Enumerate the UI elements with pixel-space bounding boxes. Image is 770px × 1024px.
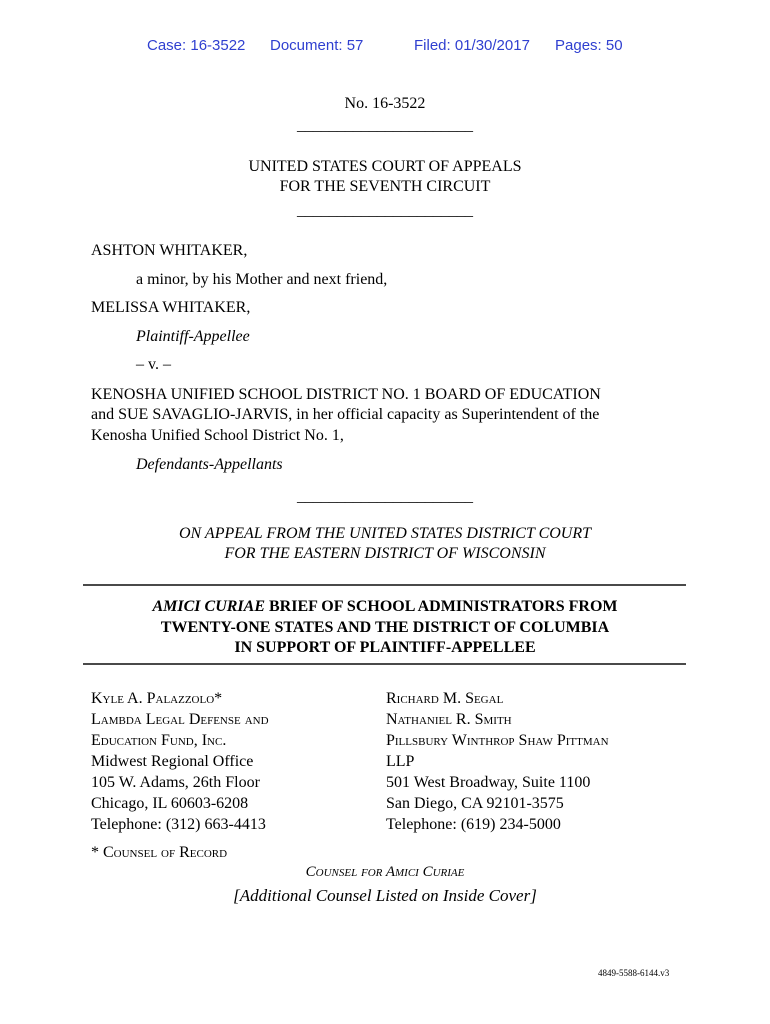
counsel-for-amici: Counsel for Amici Curiae bbox=[305, 864, 465, 880]
defendant-role: Defendants-Appellants bbox=[136, 456, 283, 473]
plaintiff-name-1: ASHTON WHITAKER, bbox=[91, 242, 248, 259]
additional-counsel-note: [Additional Counsel Listed on Inside Cover] bbox=[233, 886, 537, 905]
versus: – v. – bbox=[136, 356, 171, 373]
counsel-left-address2: Chicago, IL 60603-6208 bbox=[91, 795, 249, 812]
counsel-right-address1: 501 West Broadway, Suite 1100 bbox=[386, 774, 591, 791]
plaintiff-name-2: MELISSA WHITAKER, bbox=[91, 299, 251, 316]
brief-title-rest: BRIEF OF SCHOOL ADMINISTRATORS FROM bbox=[265, 598, 618, 615]
header-case: Case: 16-3522 bbox=[147, 37, 246, 54]
defendant-line-3: Kenosha Unified School District No. 1, bbox=[91, 427, 344, 444]
brief-title-line3: IN SUPPORT OF PLAINTIFF-APPELLEE bbox=[234, 639, 536, 656]
header-document: Document: 57 bbox=[270, 37, 364, 54]
brief-title-line2: TWENTY-ONE STATES AND THE DISTRICT OF COLUMBIA bbox=[160, 619, 610, 636]
defendant-line-2: and SUE SAVAGLIO-JARVIS, in her official capacity as Superintendent of the bbox=[91, 406, 600, 423]
counsel-right-name2: Nathaniel R. Smith bbox=[386, 711, 512, 728]
counsel-left bbox=[91, 688, 269, 835]
counsel-left-address1: 105 W. Adams, 26th Floor bbox=[91, 774, 260, 791]
header-filed: Filed: 01/30/2017 bbox=[414, 37, 530, 54]
docket-number: No. 16-3522 bbox=[344, 95, 426, 112]
brief-title-italic: AMICI CURIAE bbox=[152, 598, 265, 615]
separator-1: ______________________ bbox=[297, 117, 473, 134]
counsel-right-phone: Telephone: (619) 234-5000 bbox=[386, 816, 561, 833]
counsel-right bbox=[386, 688, 609, 835]
counsel-left-org1: Lambda Legal Defense and bbox=[91, 711, 269, 728]
court-name-line2: FOR THE SEVENTH CIRCUIT bbox=[279, 178, 491, 195]
counsel-right-name: Richard M. Segal bbox=[386, 690, 504, 707]
counsel-of-record-note: * Counsel of Record bbox=[91, 844, 228, 861]
header-pages: Pages: 50 bbox=[555, 37, 623, 54]
appeal-line1: ON APPEAL FROM THE UNITED STATES DISTRICT COURT bbox=[178, 525, 592, 542]
counsel-left-phone: Telephone: (312) 663-4413 bbox=[91, 816, 266, 833]
counsel-left-org2: Education Fund, Inc. bbox=[91, 732, 227, 749]
counsel-left-office: Midwest Regional Office bbox=[91, 753, 254, 770]
separator-2: ______________________ bbox=[297, 202, 473, 219]
counsel-right-address2: San Diego, CA 92101-3575 bbox=[386, 795, 564, 812]
defendant-line-1: KENOSHA UNIFIED SCHOOL DISTRICT NO. 1 BOARD OF EDUCATION bbox=[91, 386, 601, 403]
brief-title-line1 bbox=[0, 597, 770, 617]
counsel-right-firm1: Pillsbury Winthrop Shaw Pittman bbox=[386, 732, 609, 749]
rule-bottom bbox=[83, 663, 686, 665]
court-name-line1: UNITED STATES COURT OF APPEALS bbox=[248, 158, 522, 175]
rule-top bbox=[83, 584, 686, 586]
plaintiff-role: Plaintiff-Appellee bbox=[136, 328, 250, 345]
appeal-line2: FOR THE EASTERN DISTRICT OF WISCONSIN bbox=[224, 545, 546, 562]
document-id: 4849-5588-6144.v3 bbox=[598, 968, 670, 978]
plaintiff-description: a minor, by his Mother and next friend, bbox=[136, 271, 388, 288]
counsel-right-firm2: LLP bbox=[386, 753, 415, 770]
separator-3: ______________________ bbox=[297, 488, 473, 505]
counsel-left-name: Kyle A. Palazzolo* bbox=[91, 690, 223, 707]
